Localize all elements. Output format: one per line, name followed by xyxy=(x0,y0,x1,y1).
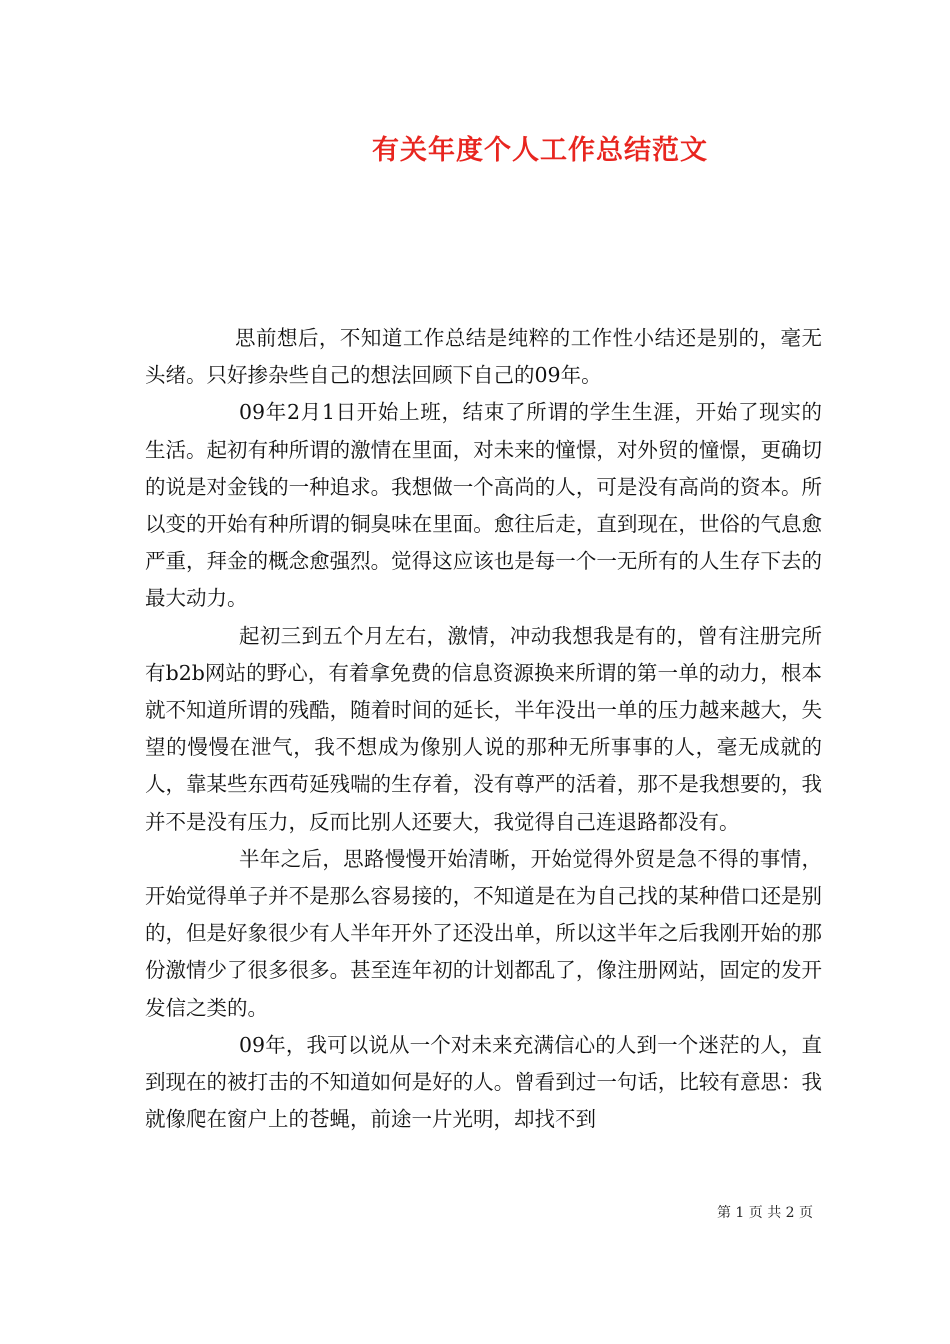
paragraph: 09年2月1日开始上班，结束了所谓的学生生涯，开始了现实的生活。起初有种所谓的激情在里面，对未来的憧憬，对外贸的憧憬，更确切的说是对金钱的一种追求。我想做一个高尚的人，可是没有高尚的资本。所以变的开始有种所谓的铜臭味在里面。愈往后走，直到现在，世俗的气息愈严重，拜金的概念愈强烈。觉得这应该也是每一个一无所有的人生存下去的最大动力。 xyxy=(145,400,822,611)
document-title: 有关年度个人工作总结范文 xyxy=(372,135,708,166)
page-number-footer: 第 1 页 共 2 页 xyxy=(716,1205,814,1221)
document-body xyxy=(145,320,822,1138)
paragraph: 半年之后，思路慢慢开始清晰，开始觉得外贸是急不得的事情，开始觉得单子并不是那么容易接的，不知道是在为自己找的某种借口还是别的，但是好象很少有人半年开外了还没出单，所以这半年之后我刚开始的那份激情少了很多很多。甚至连年初的计划都乱了，像注册网站，固定的发开发信之类的。 xyxy=(145,846,822,1020)
paragraph: 09年，我可以说从一个对未来充满信心的人到一个迷茫的人，直到现在的被打击的不知道如何是好的人。曾看到过一句话，比较有意思：我就像爬在窗户上的苍蝇，前途一片光明，却找不到 xyxy=(145,1032,822,1132)
paragraph: 思前想后，不知道工作总结是纯粹的工作性小结还是别的，毫无头绪。只好掺杂些自己的想法回顾下自己的09年。 xyxy=(145,326,822,388)
paragraph: 起初三到五个月左右，激情，冲动我想我是有的，曾有注册完所有b2b网站的野心，有着拿免费的信息资源换来所谓的第一单的动力，根本就不知道所谓的残酷，随着时间的延长，半年没出一单的压力越来越大，失望的慢慢在泄气，我不想成为像别人说的那种无所事事的人，毫无成就的人，靠某些东西苟延残喘的生存着，没有尊严的活着，那不是我想要的，我并不是没有压力，反而比别人还要大，我觉得自己连退路都没有。 xyxy=(145,623,822,834)
